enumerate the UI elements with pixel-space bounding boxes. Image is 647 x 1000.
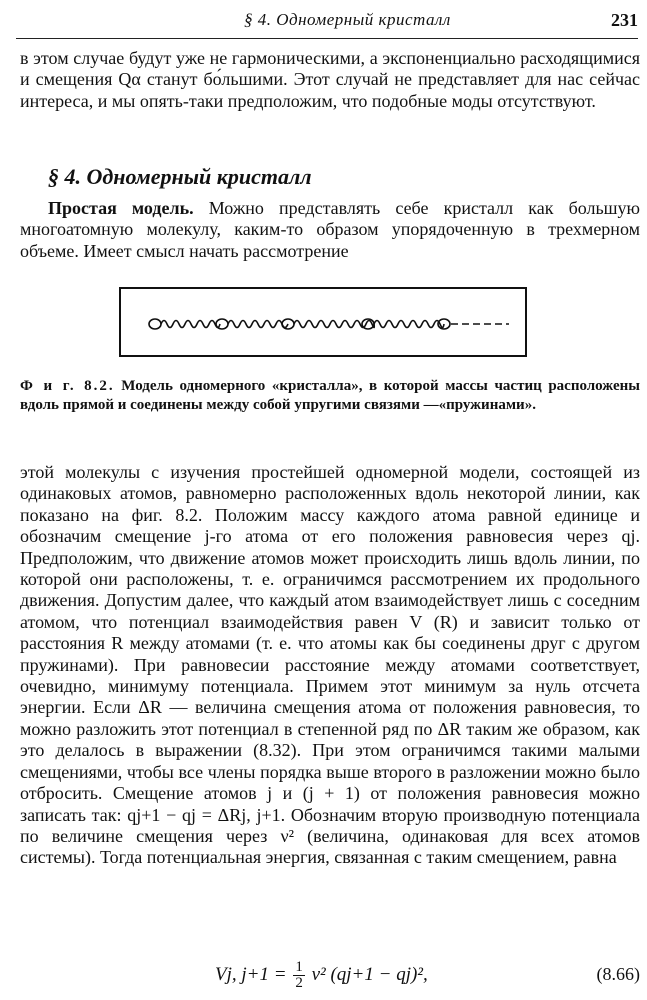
spring-chain-illustration — [121, 289, 525, 355]
running-head: § 4. Одномерный кристалл — [244, 10, 451, 29]
figure-caption — [20, 377, 640, 414]
spring-coil — [374, 321, 444, 328]
equation-fraction — [293, 960, 305, 991]
caption-text: Модель одномерного «кристалла», в которой массы частиц расположены вдоль прямой и соединены между собой упругими связями —«пружинами». — [20, 378, 640, 413]
page-number: 231 — [611, 10, 638, 30]
equation-8-66 — [20, 954, 640, 994]
equation-rhs: ν² (qj+1 − qj)², — [311, 963, 428, 985]
equation-body — [215, 960, 428, 991]
paragraph-2-lead: Простая модель. — [48, 198, 194, 218]
page-header — [16, 4, 638, 34]
section-title: § 4. Одномерный кристалл — [48, 164, 312, 189]
equation-number: (8.66) — [596, 964, 640, 984]
fraction-numerator: 1 — [295, 959, 303, 975]
header-rule — [16, 38, 638, 39]
equation-lhs: Vj, j+1 = — [215, 963, 287, 985]
fraction-denominator: 2 — [295, 975, 303, 991]
figure-8-2 — [119, 287, 527, 357]
spring-coil — [228, 321, 288, 328]
caption-label: Ф и г. 8.2. — [20, 378, 115, 394]
paragraph-3: этой молекулы с изучения простейшей одномерной модели, состоящей из одинаковых атомов, равномерно расположенных вдоль некоторой линии, как показано на фиг. 8.2. Положим массу каждого атома равной единице и обозначим смещение j-го атома от его положения равновесия через qj. Предположим, что движение атомов может происходить лишь вдоль линии, по которой они расположены, т. е. ограничимся рассмотрением их продольного движения. Допустим далее, что каждый атом взаимодействует лишь с соседним атомом, что потенциал взаимодействия равен V (R) и зависит только от расстояния R между атомами (т. е. что атомы как бы соединены друг с другом пружинами). При равновесии расстояние между атомами соответствует, очевидно, минимуму потенциала. Примем этот минимум за нуль отсчета энергии. Если ΔR — величина смещения атома от положения равновесия, то можно разложить этот потенциал в степенной ряд по ΔR таким же образом, как это делалось в выражении (8.32). При этом ограничимся такими малыми смещениями, чтобы все члены порядка выше второго в разложении можно было отбросить. Смещение атомов j и (j + 1) от положения равновесия можно записать так: qj+1 − qj = ΔRj, j+1. Обозначим вторую производную потенциала по величине смещения через ν² (величина, одинаковая для всех атомов системы). Тогда потенциальная энергия, связанная с таким смещением, равна — [20, 462, 640, 868]
paragraph-2-body: Можно представлять себе кристалл как большую многоатомную молекулу, каким-то образом упорядоченную в трехмерном объеме. Имеет смысл начать рассмотрение — [20, 198, 640, 261]
spring-coil — [161, 321, 220, 328]
atom-circle — [149, 319, 161, 329]
paragraph-1: в этом случае будут уже не гармоническими, а экспоненциально расходящимися и смещения Qα станут бо́льшими. Этот случай не представляет для нас сейчас интереса, и мы опять-таки предположим, что подобные моды отсутствуют. — [20, 48, 640, 111]
paragraph-2 — [20, 198, 640, 262]
